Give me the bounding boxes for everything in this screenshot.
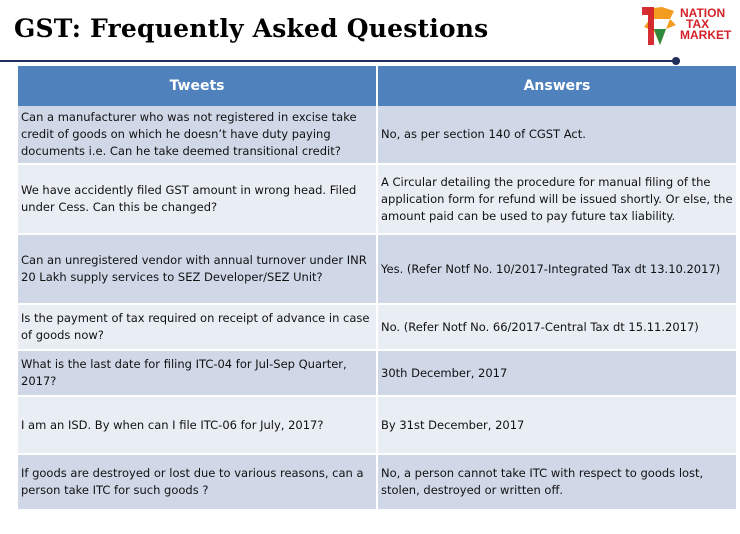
logo-text-market: MARKET bbox=[680, 28, 732, 42]
column-header-answers: Answers bbox=[377, 66, 737, 106]
column-header-tweets: Tweets bbox=[18, 66, 377, 106]
answer-cell: No, as per section 140 of CGST Act. bbox=[377, 106, 737, 164]
answer-cell: Yes. (Refer Notf No. 10/2017-Integrated Tax dt 13.10.2017) bbox=[377, 234, 737, 304]
answer-cell: No. (Refer Notf No. 66/2017-Central Tax dt 15.11.2017) bbox=[377, 304, 737, 350]
table-row bbox=[18, 234, 737, 304]
table-row bbox=[18, 454, 737, 510]
answer-cell: 30th December, 2017 bbox=[377, 350, 737, 396]
table-row bbox=[18, 304, 737, 350]
india-map-icon bbox=[640, 5, 680, 49]
page-title: GST: Frequently Asked Questions bbox=[14, 14, 489, 43]
nation-tax-market-logo bbox=[640, 5, 738, 49]
answer-cell: No, a person cannot take ITC with respect to goods lost, stolen, destroyed or written off. bbox=[377, 454, 737, 510]
question-cell: I am an ISD. By when can I file ITC-06 for July, 2017? bbox=[18, 396, 377, 454]
question-cell: Can a manufacturer who was not registered in excise take credit of goods on which he doesn’t have duty paying documents i.e. Can he take deemed transitional credit? bbox=[18, 106, 377, 164]
faq-table bbox=[18, 66, 738, 511]
table-row bbox=[18, 350, 737, 396]
table-row bbox=[18, 396, 737, 454]
title-divider-dot bbox=[672, 57, 680, 65]
answer-cell: By 31st December, 2017 bbox=[377, 396, 737, 454]
question-cell: Is the payment of tax required on receipt of advance in case of goods now? bbox=[18, 304, 377, 350]
logo-text-nation: NATION bbox=[680, 6, 726, 20]
question-cell: We have accidently filed GST amount in wrong head. Filed under Cess. Can this be changed? bbox=[18, 164, 377, 234]
table-row bbox=[18, 164, 737, 234]
table-row bbox=[18, 106, 737, 164]
logo-text-tax: TAX bbox=[686, 17, 710, 31]
question-cell: Can an unregistered vendor with annual turnover under INR 20 Lakh supply services to SEZ Developer/SEZ Unit? bbox=[18, 234, 377, 304]
answer-cell: A Circular detailing the procedure for manual filing of the application form for refund will be issued shortly. Or else, the amount paid can be used to pay future tax liability. bbox=[377, 164, 737, 234]
title-divider bbox=[0, 60, 680, 62]
table-header-row bbox=[18, 66, 737, 106]
question-cell: What is the last date for filing ITC-04 for Jul-Sep Quarter, 2017? bbox=[18, 350, 377, 396]
question-cell: If goods are destroyed or lost due to various reasons, can a person take ITC for such goods ? bbox=[18, 454, 377, 510]
